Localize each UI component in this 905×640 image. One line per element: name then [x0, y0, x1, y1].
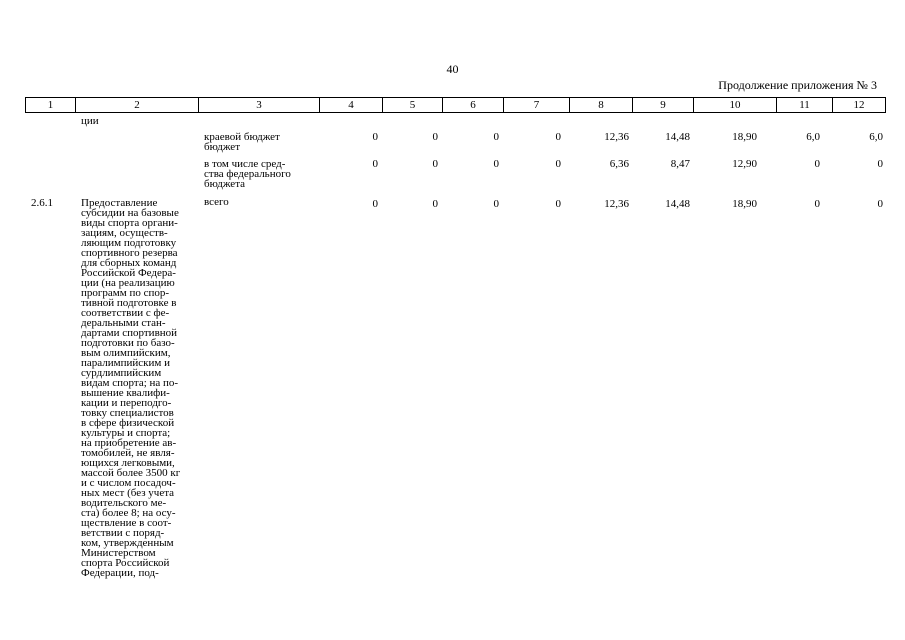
table-cell-value: 6,0	[806, 131, 820, 143]
table-cell-value: 0	[555, 158, 561, 170]
table-cell-item-number: 2.6.1	[31, 197, 53, 209]
column-header: 3	[199, 98, 320, 113]
table-cell-value: 6,0	[869, 131, 883, 143]
table-cell-value: 18,90	[732, 131, 757, 143]
table-cell-value: 0	[432, 198, 438, 210]
table-cell-value: 0	[493, 131, 499, 143]
table-cell-value: 0	[493, 158, 499, 170]
table-cell-value: 0	[372, 198, 378, 210]
page-number: 40	[446, 62, 459, 76]
column-header: 2	[76, 98, 199, 113]
table-cell-value: 12,36	[604, 131, 629, 143]
table-cell-funding-source: краевой бюджет бюджет	[204, 131, 280, 153]
table-cell-value: 0	[432, 131, 438, 143]
table-cell-description: Предоставление субсидии на базовые виды спорта органи- зациям, осуществ- ляющим подготовку спортивного резерва для сборных команд Российской Федера- ции (на реализацию программ по спор- тивной подготовке в соответствии с фе- деральными стан- дартами спортивной подготовки по базо- вым олимпийским, паралимпийским и сурдлимпийским видам спорта; на по- вышение квалифи- кации и переподго- товку специалистов в сфере физической культуры и спорта; на приобретение ав- томобилей, не явля- ющихся легковыми, массой более 3500 кг и с числом посадоч- ных мест (без учета водительского ме- ста) более 8; на осу- ществление в соот- ветствии с поряд- ком, утвержденным Министерством спорта Российской Федерации, под-	[81, 197, 181, 579]
column-header: 5	[383, 98, 443, 113]
table-cell-value: 0	[432, 158, 438, 170]
column-header: 10	[694, 98, 777, 113]
table-cell-value: 0	[372, 131, 378, 143]
table-cell-description: ции	[81, 115, 99, 127]
table-cell-value: 0	[493, 198, 499, 210]
table-cell-value: 14,48	[665, 198, 690, 210]
column-header-row	[26, 98, 886, 113]
column-header: 12	[833, 98, 886, 113]
table-cell-value: 0	[877, 198, 883, 210]
continuation-label: Продолжение приложения № 3	[718, 78, 877, 92]
table-cell-value: 0	[877, 158, 883, 170]
table-cell-value: 8,47	[670, 158, 690, 170]
table-cell-funding-source: всего	[204, 196, 229, 208]
column-header: 9	[633, 98, 694, 113]
column-header: 4	[320, 98, 383, 113]
table-cell-value: 0	[555, 131, 561, 143]
column-header: 11	[777, 98, 833, 113]
table-cell-funding-source: в том числе сред- ства федерального бюджета	[204, 158, 291, 190]
table-cell-value: 0	[372, 158, 378, 170]
column-header: 6	[443, 98, 504, 113]
table-cell-value: 12,90	[732, 158, 757, 170]
table-cell-value: 12,36	[604, 198, 629, 210]
column-header: 1	[26, 98, 76, 113]
table-cell-value: 18,90	[732, 198, 757, 210]
column-header: 8	[570, 98, 633, 113]
table-cell-value: 6,36	[609, 158, 629, 170]
table-cell-value: 0	[814, 198, 820, 210]
table-cell-value: 14,48	[665, 131, 690, 143]
column-header-table	[25, 97, 886, 113]
column-header: 7	[504, 98, 570, 113]
table-cell-value: 0	[555, 198, 561, 210]
table-cell-value: 0	[814, 158, 820, 170]
